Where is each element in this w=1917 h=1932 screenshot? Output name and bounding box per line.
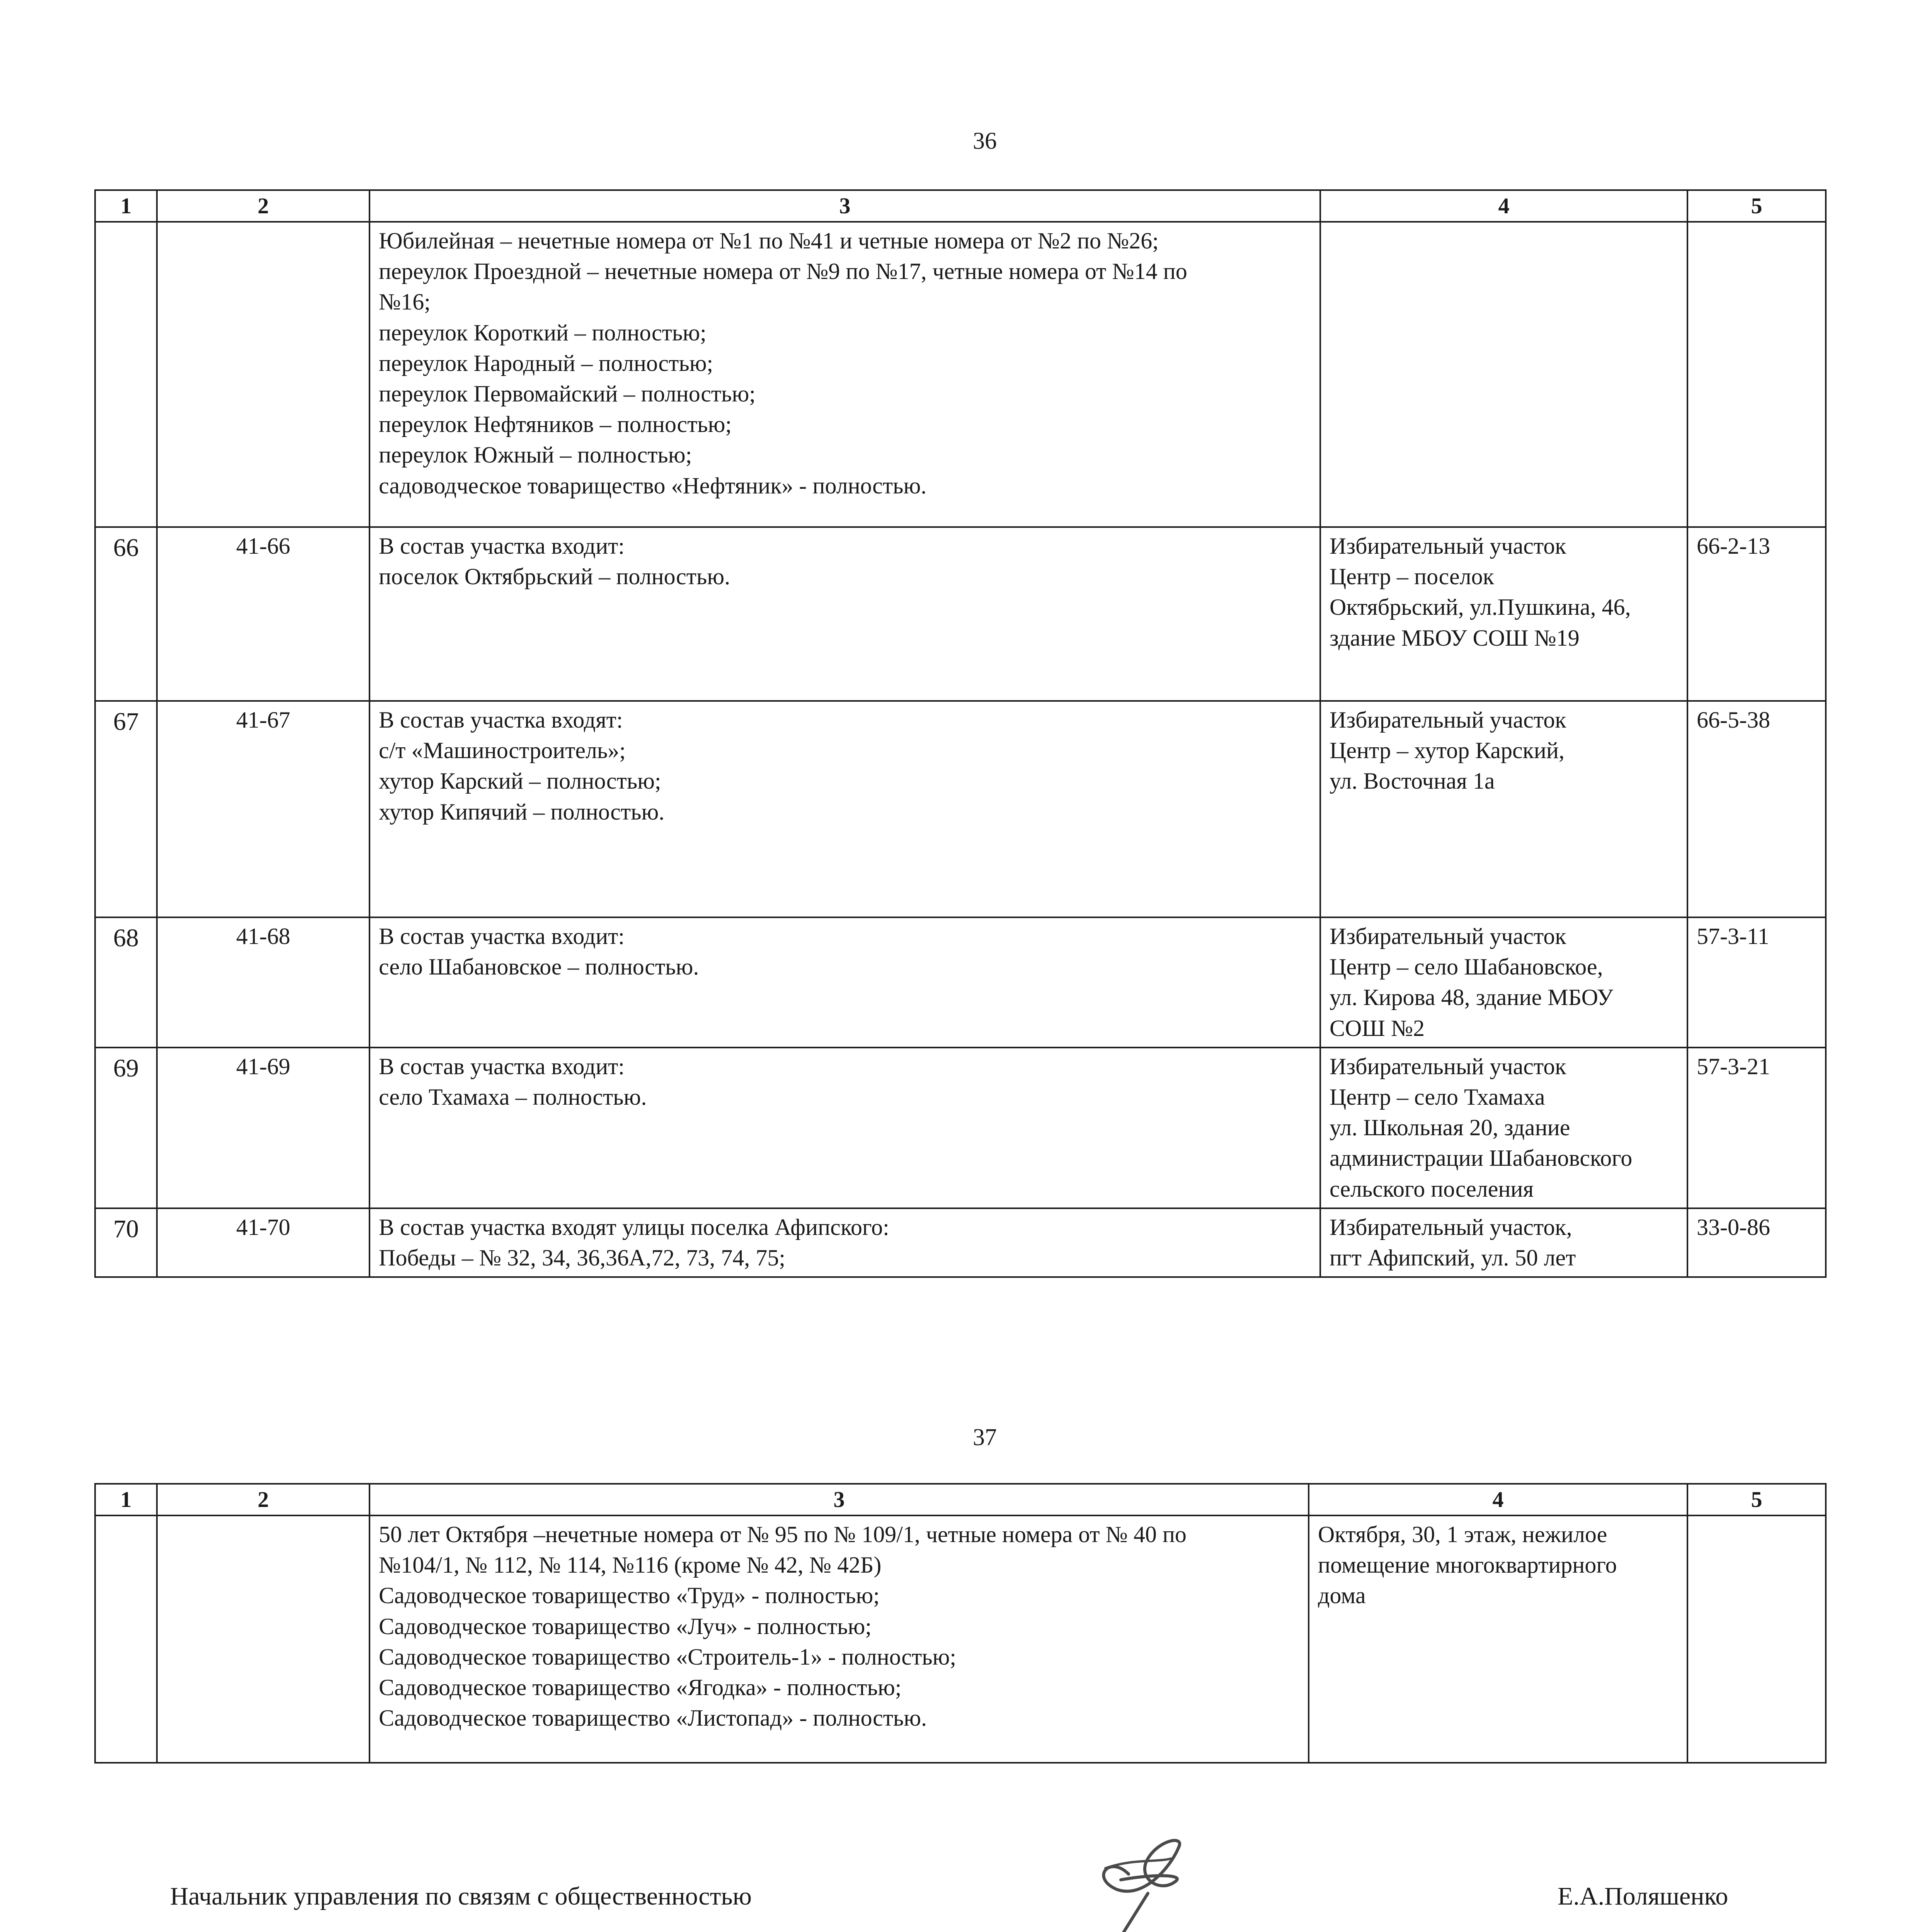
column-header-1: 1 — [95, 190, 157, 222]
signatory-position: Начальник управления по связям с общественностью — [170, 1882, 752, 1910]
precinct-center-line: ул. Кирова 48, здание МБОУ — [1330, 985, 1614, 1010]
precinct-center-line: Центр – хутор Карский, — [1330, 738, 1565, 764]
precinct-center — [1320, 527, 1687, 701]
precinct-center-line: помещение многоквартирного — [1318, 1552, 1617, 1578]
column-header-5: 5 — [1687, 1484, 1826, 1515]
phone-number: 66-5-38 — [1687, 701, 1826, 917]
precinct-description — [369, 1208, 1320, 1277]
precinct-description-line: Садоводческое товарищество «Ягодка» - полностью; — [379, 1674, 902, 1700]
row-number: 66 — [95, 527, 157, 701]
precinct-center-line: администрации Шабановского — [1330, 1145, 1633, 1171]
precinct-description-line: Садоводческое товарищество «Листопад» - полностью. — [379, 1705, 927, 1731]
precinct-description-line: переулок Короткий – полностью; — [379, 320, 707, 345]
precinct-description-line: село Тхамаха – полностью. — [379, 1084, 647, 1110]
signatory-name: Е.А.Поляшенко — [1558, 1882, 1728, 1910]
precinct-description-line: 50 лет Октября –нечетные номера от № 95 по № 109/1, четные номера от № 40 по — [379, 1522, 1187, 1547]
precinct-code: 41-66 — [157, 527, 369, 701]
phone-number: 66-2-13 — [1687, 527, 1826, 701]
row-number: 69 — [95, 1048, 157, 1208]
precinct-description-line: №104/1, № 112, № 114, №116 (кроме № 42, № 42Б) — [379, 1552, 882, 1578]
phone-number: 57-3-21 — [1687, 1048, 1826, 1208]
precinct-center — [1320, 701, 1687, 917]
precinct-description-line: №16; — [379, 289, 431, 315]
precinct-description-line: переулок Проездной – нечетные номера от №9 по №17, четные номера от №14 по — [379, 259, 1187, 284]
table-row — [95, 1208, 1826, 1277]
precinct-description-line: В состав участка входят: — [379, 707, 623, 733]
precinct-description-line: переулок Первомайский – полностью; — [379, 381, 756, 406]
precinct-code: 41-69 — [157, 1048, 369, 1208]
precinct-center — [1320, 1208, 1687, 1277]
precinct-center-line: здание МБОУ СОШ №19 — [1330, 625, 1580, 651]
precinct-center-line: Октября, 30, 1 этаж, нежилое — [1318, 1522, 1607, 1547]
table-page-37 — [94, 1483, 1827, 1764]
precinct-center-line: пгт Афипский, ул. 50 лет — [1330, 1245, 1576, 1270]
precinct-center-line: Избирательный участок — [1330, 533, 1566, 559]
precinct-center-line: сельского поселения — [1330, 1176, 1534, 1202]
column-header-2: 2 — [157, 1484, 369, 1515]
precinct-center — [1309, 1515, 1687, 1763]
row-number: 68 — [95, 917, 157, 1048]
precinct-description-line: поселок Октябрьский – полностью. — [379, 564, 730, 590]
precinct-description-line: переулок Южный – полностью; — [379, 442, 692, 468]
column-header-5: 5 — [1687, 190, 1826, 222]
precinct-center — [1320, 1048, 1687, 1208]
column-header-4: 4 — [1320, 190, 1687, 222]
table-row — [95, 527, 1826, 701]
precinct-code: 41-68 — [157, 917, 369, 1048]
precinct-center-line: ул. Восточная 1а — [1330, 768, 1495, 794]
column-header-4: 4 — [1309, 1484, 1687, 1515]
precinct-center-line: Избирательный участок, — [1330, 1214, 1572, 1240]
table-header-row — [95, 1484, 1826, 1515]
precinct-description-line: В состав участка входит: — [379, 1053, 625, 1079]
precinct-center-line: ул. Школьная 20, здание — [1330, 1115, 1570, 1141]
precinct-description — [369, 1515, 1309, 1763]
table-row — [95, 1515, 1826, 1763]
precinct-description — [369, 917, 1320, 1048]
precinct-description-line: Юбилейная – нечетные номера от №1 по №41 и четные номера от №2 по №26; — [379, 228, 1159, 253]
precinct-center-line: Избирательный участок — [1330, 1053, 1566, 1079]
precinct-description — [369, 701, 1320, 917]
page-number-37: 37 — [973, 1424, 997, 1451]
precinct-description-line: В состав участка входит: — [379, 533, 625, 559]
precinct-description-line: Садоводческое товарищество «Труд» - полностью; — [379, 1583, 880, 1609]
table-row — [95, 917, 1826, 1048]
precinct-description-line: с/т «Машиностроитель»; — [379, 738, 626, 764]
table-page-36 — [94, 189, 1827, 1278]
precinct-code — [157, 1515, 369, 1763]
signature — [1082, 1832, 1206, 1932]
precinct-code: 41-70 — [157, 1208, 369, 1277]
precinct-description-line: садоводческое товарищество «Нефтяник» - полностью. — [379, 473, 927, 498]
precinct-description-line: хутор Кипячий – полностью. — [379, 799, 665, 825]
phone-number — [1687, 1515, 1826, 1763]
precinct-center-line: Избирательный участок — [1330, 923, 1566, 949]
precinct-description — [369, 1048, 1320, 1208]
precinct-center-line: дома — [1318, 1583, 1366, 1609]
precinct-center-line: Избирательный участок — [1330, 707, 1566, 733]
row-number: 70 — [95, 1208, 157, 1277]
phone-number: 33-0-86 — [1687, 1208, 1826, 1277]
precinct-center-line: Центр – село Шабановское, — [1330, 954, 1603, 980]
page-number-36: 36 — [973, 128, 997, 154]
phone-number: 57-3-11 — [1687, 917, 1826, 1048]
table-row — [95, 222, 1826, 527]
precinct-description-line: село Шабановское – полностью. — [379, 954, 699, 980]
row-number — [95, 222, 157, 527]
table-header-row — [95, 190, 1826, 222]
precinct-description-line: Садоводческое товарищество «Строитель-1» - полностью; — [379, 1644, 957, 1670]
precinct-description-line: Садоводческое товарищество «Луч» - полностью; — [379, 1613, 872, 1639]
precinct-description-line: В состав участка входит: — [379, 923, 625, 949]
table-row — [95, 1048, 1826, 1208]
column-header-1: 1 — [95, 1484, 157, 1515]
precinct-description-line: В состав участка входят улицы поселка Афипского: — [379, 1214, 889, 1240]
precinct-description-line: Победы – № 32, 34, 36,36А,72, 73, 74, 75; — [379, 1245, 785, 1270]
row-number: 67 — [95, 701, 157, 917]
precinct-center-line: Центр – село Тхамаха — [1330, 1084, 1545, 1110]
table-row — [95, 701, 1826, 917]
precinct-center-line: Центр – поселок — [1330, 564, 1494, 590]
column-header-2: 2 — [157, 190, 369, 222]
precinct-center-line: Октябрьский, ул.Пушкина, 46, — [1330, 594, 1631, 620]
precinct-code — [157, 222, 369, 527]
precinct-center — [1320, 917, 1687, 1048]
precinct-description — [369, 222, 1320, 527]
column-header-3: 3 — [369, 1484, 1309, 1515]
phone-number — [1687, 222, 1826, 527]
precinct-code: 41-67 — [157, 701, 369, 917]
precinct-description-line: переулок Народный – полностью; — [379, 350, 713, 376]
precinct-description-line: хутор Карский – полностью; — [379, 768, 661, 794]
column-header-3: 3 — [369, 190, 1320, 222]
precinct-description — [369, 527, 1320, 701]
row-number — [95, 1515, 157, 1763]
precinct-center — [1320, 222, 1687, 527]
precinct-center-line: СОШ №2 — [1330, 1015, 1425, 1041]
precinct-description-line: переулок Нефтяников – полностью; — [379, 412, 732, 437]
